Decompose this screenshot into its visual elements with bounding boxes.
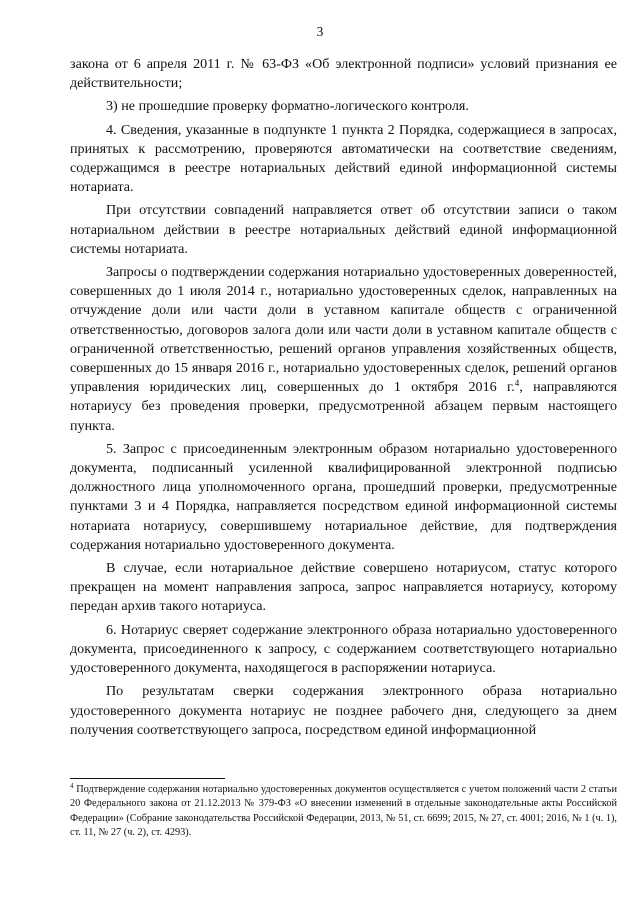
paragraph-no-match: При отсутствии совпадений направляется ответ об отсутствии записи о таком нотариальном действии в реестре нотариальных действий единой информационной системы нотариата. (70, 202, 617, 257)
page-number: 3 (316, 24, 324, 39)
body-text (70, 55, 617, 744)
paragraph-requests (70, 263, 617, 436)
paragraph-requests-text: Запросы о подтверждении содержания нотариально удостоверенных доверенностей, совершенных до 1 июля 2014 г., нотариально удостоверенных сделок, направленных на отчуждение доли или части доли в уставном капитале обществ с ограниченной ответственностью, договоров залога доли или части доли в уставном капитале обществ с ограниченной ответственностью, решений органов управления хозяйственных обществ, совершенных до 15 января 2016 г., нотариально удостоверенных сделок, решений органов управления юридических лиц, совершенных до 1 октября 2016 г. (70, 264, 617, 396)
list-item-3: 3) не прошедшие проверку форматно-логического контроля. (106, 98, 469, 115)
paragraph-requests-text-end: , направляются нотариусу без проведения проверки, предусмотренной абзацем первым настоящего пункта. (70, 379, 617, 434)
footnote-reference: 4 (514, 378, 520, 389)
footnote-marker: 4 (70, 782, 74, 790)
clause-6: 6. Нотариус сверяет содержание электронного образа нотариально удостоверенного документа, присоединенного к запросу, с содержанием соответствующего нотариально удостоверенного документа, находящегося в распоряжении нотариуса. (70, 621, 617, 677)
paragraph-law-reference: закона от 6 апреля 2011 г. № 63-ФЗ «Об электронной подписи» условий признания ее действительности; (70, 56, 617, 92)
footnote (70, 783, 617, 841)
footnote-text: Подтверждение содержания нотариально удостоверенных документов осуществляется с учетом положений части 2 статьи 20 Федерального закона от 21.12.2013 № 379-ФЗ «О внесении изменений в отдельные законодательные акты Российской Федерации» (Собрание законодательства Российской Федерации, 2013, № 51, ст. 6699; 2015, № 27, ст. 4001; 2016, № 1 (ч. 1), ст. 11, № 27 (ч. 2), ст. 4293). (70, 784, 617, 839)
clause-4: 4. Сведения, указанные в подпункте 1 пункта 2 Порядка, содержащиеся в запросах, принятых к рассмотрению, проверяются автоматически на соответствие сведениям, содержащимся в реестре нотариальных действий единой информационной системы нотариата. (70, 121, 617, 196)
paragraph-archive: В случае, если нотариальное действие совершено нотариусом, статус которого прекращен на момент направления запроса, запрос направляется нотариусу, которому передан архив такого нотариуса. (70, 560, 617, 615)
paragraph-results: По результатам сверки содержания электронного образа нотариально удостоверенного документа нотариус не позднее рабочего дня, следующего за днем получения соответствующего запроса, посредством единой информационной (70, 683, 617, 738)
clause-5: 5. Запрос с присоединенным электронным образом нотариально удостоверенного документа, подписанный усиленной квалифицированной электронной подписью должностного лица уполномоченного органа, прошедший проверки, предусмотренные пунктами 3 и 4 Порядка, направляется посредством единой информационной системы нотариата нотариусу, совершившему нотариальное действие, для подтверждения содержания нотариально удостоверенного документа. (70, 440, 617, 553)
footnote-divider (70, 778, 225, 779)
